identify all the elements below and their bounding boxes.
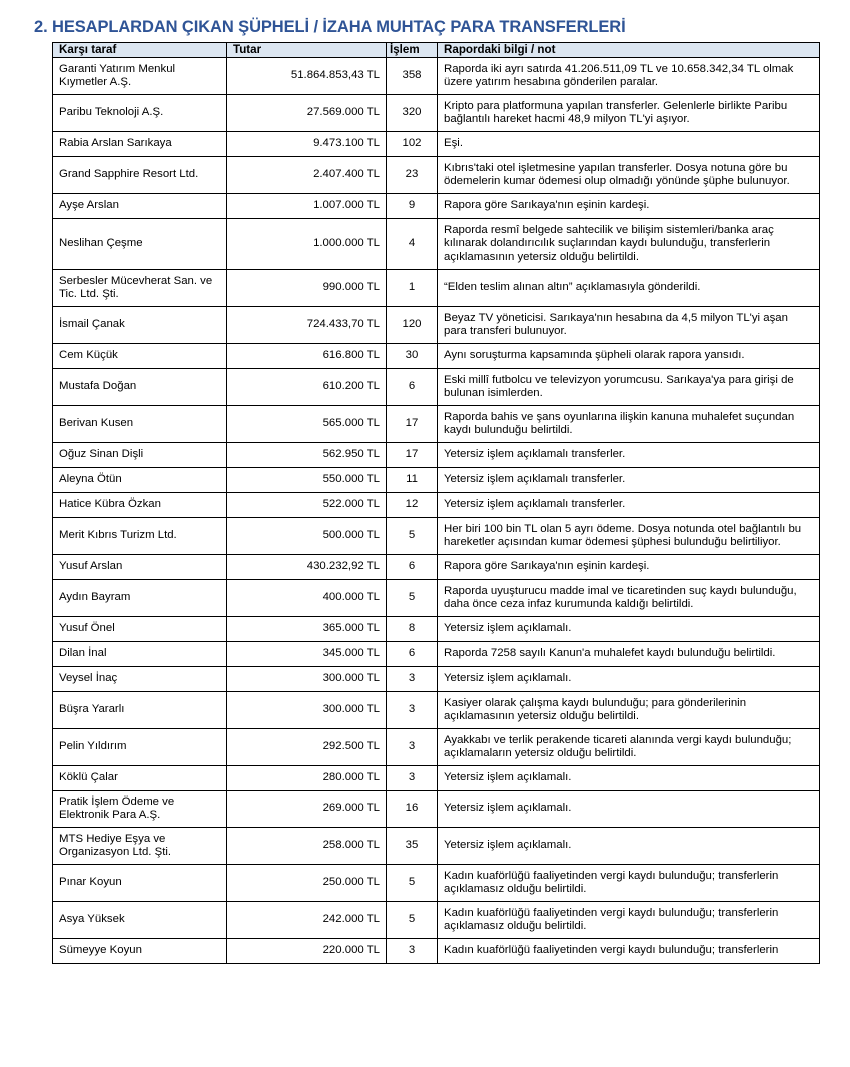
cell-amount: 550.000 TL <box>227 468 387 493</box>
cell-party: Pınar Koyun <box>53 865 227 902</box>
cell-count: 30 <box>387 344 438 369</box>
cell-note: Yetersiz işlem açıklamalı. <box>438 828 820 865</box>
cell-amount: 610.200 TL <box>227 369 387 406</box>
cell-note: Beyaz TV yöneticisi. Sarıkaya'nın hesabına da 4,5 milyon TL'yi aşan para transferi bulunuyor. <box>438 307 820 344</box>
cell-count: 9 <box>387 194 438 219</box>
cell-count: 5 <box>387 580 438 617</box>
cell-party: Pratik İşlem Ödeme ve Elektronik Para A.Ş. <box>53 791 227 828</box>
cell-count: 17 <box>387 406 438 443</box>
cell-amount: 300.000 TL <box>227 667 387 692</box>
cell-count: 6 <box>387 555 438 580</box>
cell-party: Pelin Yıldırım <box>53 729 227 766</box>
table-row <box>53 518 820 555</box>
cell-note: Eski millî futbolcu ve televizyon yorumcusu. Sarıkaya'ya para girişi de bulunan isimlerden. <box>438 369 820 406</box>
cell-party: Berivan Kusen <box>53 406 227 443</box>
cell-note: Her biri 100 bin TL olan 5 ayrı ödeme. Dosya notunda otel bağlantılı bu hareketler açısından kumar ödemesi şüphesi bulunduğu belirtiliyor. <box>438 518 820 555</box>
cell-party: Oğuz Sinan Dişli <box>53 443 227 468</box>
cell-note: Ayakkabı ve terlik perakende ticareti alanında vergi kaydı bulunduğu; açıklamaların yetersiz olduğu belirtildi. <box>438 729 820 766</box>
cell-party: Sümeyye Koyun <box>53 939 227 964</box>
cell-note: Yetersiz işlem açıklamalı transferler. <box>438 493 820 518</box>
cell-party: Serbesler Mücevherat San. ve Tic. Ltd. Şti. <box>53 270 227 307</box>
table-row <box>53 307 820 344</box>
cell-note: Eşi. <box>438 132 820 157</box>
cell-amount: 51.864.853,43 TL <box>227 58 387 95</box>
cell-party: Yusuf Arslan <box>53 555 227 580</box>
cell-count: 120 <box>387 307 438 344</box>
column-header-count: İşlem <box>387 43 438 58</box>
table-row <box>53 580 820 617</box>
table-row <box>53 95 820 132</box>
cell-note: Raporda iki ayrı satırda 41.206.511,09 TL ve 10.658.342,34 TL olmak üzere yatırım hesabına gönderilen paralar. <box>438 58 820 95</box>
cell-count: 35 <box>387 828 438 865</box>
cell-party: Büşra Yararlı <box>53 692 227 729</box>
cell-party: Cem Küçük <box>53 344 227 369</box>
cell-note: Yetersiz işlem açıklamalı. <box>438 617 820 642</box>
cell-party: Grand Sapphire Resort Ltd. <box>53 157 227 194</box>
cell-amount: 565.000 TL <box>227 406 387 443</box>
cell-note: Yetersiz işlem açıklamalı. <box>438 667 820 692</box>
cell-note: Yetersiz işlem açıklamalı. <box>438 766 820 791</box>
cell-party: Hatice Kübra Özkan <box>53 493 227 518</box>
cell-count: 12 <box>387 493 438 518</box>
cell-count: 3 <box>387 692 438 729</box>
cell-note: Rapora göre Sarıkaya'nın eşinin kardeşi. <box>438 555 820 580</box>
table-row <box>53 132 820 157</box>
cell-note: Kadın kuaförlüğü faaliyetinden vergi kaydı bulunduğu; transferlerin <box>438 939 820 964</box>
cell-amount: 1.007.000 TL <box>227 194 387 219</box>
cell-note: Kadın kuaförlüğü faaliyetinden vergi kaydı bulunduğu; transferlerin açıklamasız olduğu belirtildi. <box>438 902 820 939</box>
cell-note: Yetersiz işlem açıklamalı transferler. <box>438 443 820 468</box>
cell-party: Merit Kıbrıs Turizm Ltd. <box>53 518 227 555</box>
cell-amount: 500.000 TL <box>227 518 387 555</box>
cell-amount: 365.000 TL <box>227 617 387 642</box>
cell-count: 17 <box>387 443 438 468</box>
cell-amount: 724.433,70 TL <box>227 307 387 344</box>
cell-count: 320 <box>387 95 438 132</box>
cell-count: 3 <box>387 766 438 791</box>
table-row <box>53 369 820 406</box>
cell-amount: 269.000 TL <box>227 791 387 828</box>
cell-note: Raporda resmî belgede sahtecilik ve bilişim sistemleri/banka araç kılınarak dolandırıcılık suçlarından kaydı bulunduğu, transferlerin açıklamasının yetersiz olduğu belirtildi. <box>438 219 820 270</box>
table-row <box>53 270 820 307</box>
table-row <box>53 58 820 95</box>
cell-amount: 27.569.000 TL <box>227 95 387 132</box>
cell-party: Ayşe Arslan <box>53 194 227 219</box>
cell-count: 4 <box>387 219 438 270</box>
cell-amount: 990.000 TL <box>227 270 387 307</box>
cell-amount: 242.000 TL <box>227 902 387 939</box>
table-row <box>53 766 820 791</box>
cell-amount: 292.500 TL <box>227 729 387 766</box>
table-row <box>53 468 820 493</box>
cell-count: 8 <box>387 617 438 642</box>
cell-party: Veysel İnaç <box>53 667 227 692</box>
table-row <box>53 939 820 964</box>
cell-count: 3 <box>387 667 438 692</box>
cell-amount: 430.232,92 TL <box>227 555 387 580</box>
cell-amount: 562.950 TL <box>227 443 387 468</box>
table-row <box>53 791 820 828</box>
cell-count: 11 <box>387 468 438 493</box>
table-row <box>53 865 820 902</box>
table-row <box>53 219 820 270</box>
table-row <box>53 406 820 443</box>
cell-note: “Elden teslim alınan altın” açıklamasıyla gönderildi. <box>438 270 820 307</box>
cell-party: Yusuf Önel <box>53 617 227 642</box>
cell-amount: 300.000 TL <box>227 692 387 729</box>
table-header-row <box>53 43 820 58</box>
cell-amount: 9.473.100 TL <box>227 132 387 157</box>
cell-note: Raporda bahis ve şans oyunlarına ilişkin kanuna muhalefet suçundan kaydı bulunduğu belirtildi. <box>438 406 820 443</box>
column-header-amount: Tutar <box>227 43 387 58</box>
cell-party: Neslihan Çeşme <box>53 219 227 270</box>
table-row <box>53 617 820 642</box>
cell-count: 358 <box>387 58 438 95</box>
cell-count: 6 <box>387 369 438 406</box>
table-body <box>53 58 820 964</box>
cell-party: Rabia Arslan Sarıkaya <box>53 132 227 157</box>
table-row <box>53 828 820 865</box>
cell-amount: 400.000 TL <box>227 580 387 617</box>
table-row <box>53 157 820 194</box>
cell-amount: 250.000 TL <box>227 865 387 902</box>
cell-amount: 2.407.400 TL <box>227 157 387 194</box>
table-row <box>53 555 820 580</box>
table-row <box>53 493 820 518</box>
cell-count: 3 <box>387 939 438 964</box>
cell-note: Rapora göre Sarıkaya'nın eşinin kardeşi. <box>438 194 820 219</box>
transfers-table <box>52 42 820 964</box>
cell-count: 5 <box>387 518 438 555</box>
cell-count: 16 <box>387 791 438 828</box>
cell-amount: 1.000.000 TL <box>227 219 387 270</box>
cell-amount: 220.000 TL <box>227 939 387 964</box>
cell-party: MTS Hediye Eşya ve Organizasyon Ltd. Şti. <box>53 828 227 865</box>
cell-count: 1 <box>387 270 438 307</box>
cell-count: 5 <box>387 865 438 902</box>
cell-party: Paribu Teknoloji A.Ş. <box>53 95 227 132</box>
table-row <box>53 344 820 369</box>
cell-amount: 345.000 TL <box>227 642 387 667</box>
cell-party: Aleyna Ötün <box>53 468 227 493</box>
cell-count: 5 <box>387 902 438 939</box>
cell-party: Asya Yüksek <box>53 902 227 939</box>
cell-note: Aynı soruşturma kapsamında şüpheli olarak rapora yansıdı. <box>438 344 820 369</box>
cell-note: Kadın kuaförlüğü faaliyetinden vergi kaydı bulunduğu; transferlerin açıklamasız olduğu belirtildi. <box>438 865 820 902</box>
cell-party: Mustafa Doğan <box>53 369 227 406</box>
cell-note: Yetersiz işlem açıklamalı. <box>438 791 820 828</box>
table-row <box>53 443 820 468</box>
cell-party: Dilan İnal <box>53 642 227 667</box>
cell-party: Köklü Çalar <box>53 766 227 791</box>
table-row <box>53 642 820 667</box>
column-header-party: Karşı taraf <box>53 43 227 58</box>
cell-party: Aydın Bayram <box>53 580 227 617</box>
cell-note: Kripto para platformuna yapılan transferler. Gelenlerle birlikte Paribu bağlantılı hareket hacmi 48,9 milyon TL'yi aşıyor. <box>438 95 820 132</box>
cell-count: 6 <box>387 642 438 667</box>
cell-amount: 258.000 TL <box>227 828 387 865</box>
section-title: 2. HESAPLARDAN ÇIKAN ŞÜPHELİ / İZAHA MUHTAÇ PARA TRANSFERLERİ <box>34 18 626 36</box>
table-row <box>53 692 820 729</box>
cell-count: 3 <box>387 729 438 766</box>
cell-amount: 522.000 TL <box>227 493 387 518</box>
column-header-note: Rapordaki bilgi / not <box>438 43 820 58</box>
table-row <box>53 194 820 219</box>
cell-party: Garanti Yatırım Menkul Kıymetler A.Ş. <box>53 58 227 95</box>
cell-note: Yetersiz işlem açıklamalı transferler. <box>438 468 820 493</box>
cell-party: İsmail Çanak <box>53 307 227 344</box>
cell-amount: 280.000 TL <box>227 766 387 791</box>
table-row <box>53 729 820 766</box>
cell-note: Kasiyer olarak çalışma kaydı bulunduğu; para gönderilerinin açıklamasının yetersiz olduğu belirtildi. <box>438 692 820 729</box>
cell-note: Kıbrıs'taki otel işletmesine yapılan transferler. Dosya notuna göre bu ödemelerin kumar ödemesi olup olmadığı yönünde şüphe bulunuyor. <box>438 157 820 194</box>
cell-count: 102 <box>387 132 438 157</box>
cell-count: 23 <box>387 157 438 194</box>
cell-amount: 616.800 TL <box>227 344 387 369</box>
table-row <box>53 902 820 939</box>
table-row <box>53 667 820 692</box>
cell-note: Raporda 7258 sayılı Kanun'a muhalefet kaydı bulunduğu belirtildi. <box>438 642 820 667</box>
cell-note: Raporda uyuşturucu madde imal ve ticaretinden suç kaydı bulunduğu, daha önce ceza infaz kurumunda kaldığı belirtildi. <box>438 580 820 617</box>
